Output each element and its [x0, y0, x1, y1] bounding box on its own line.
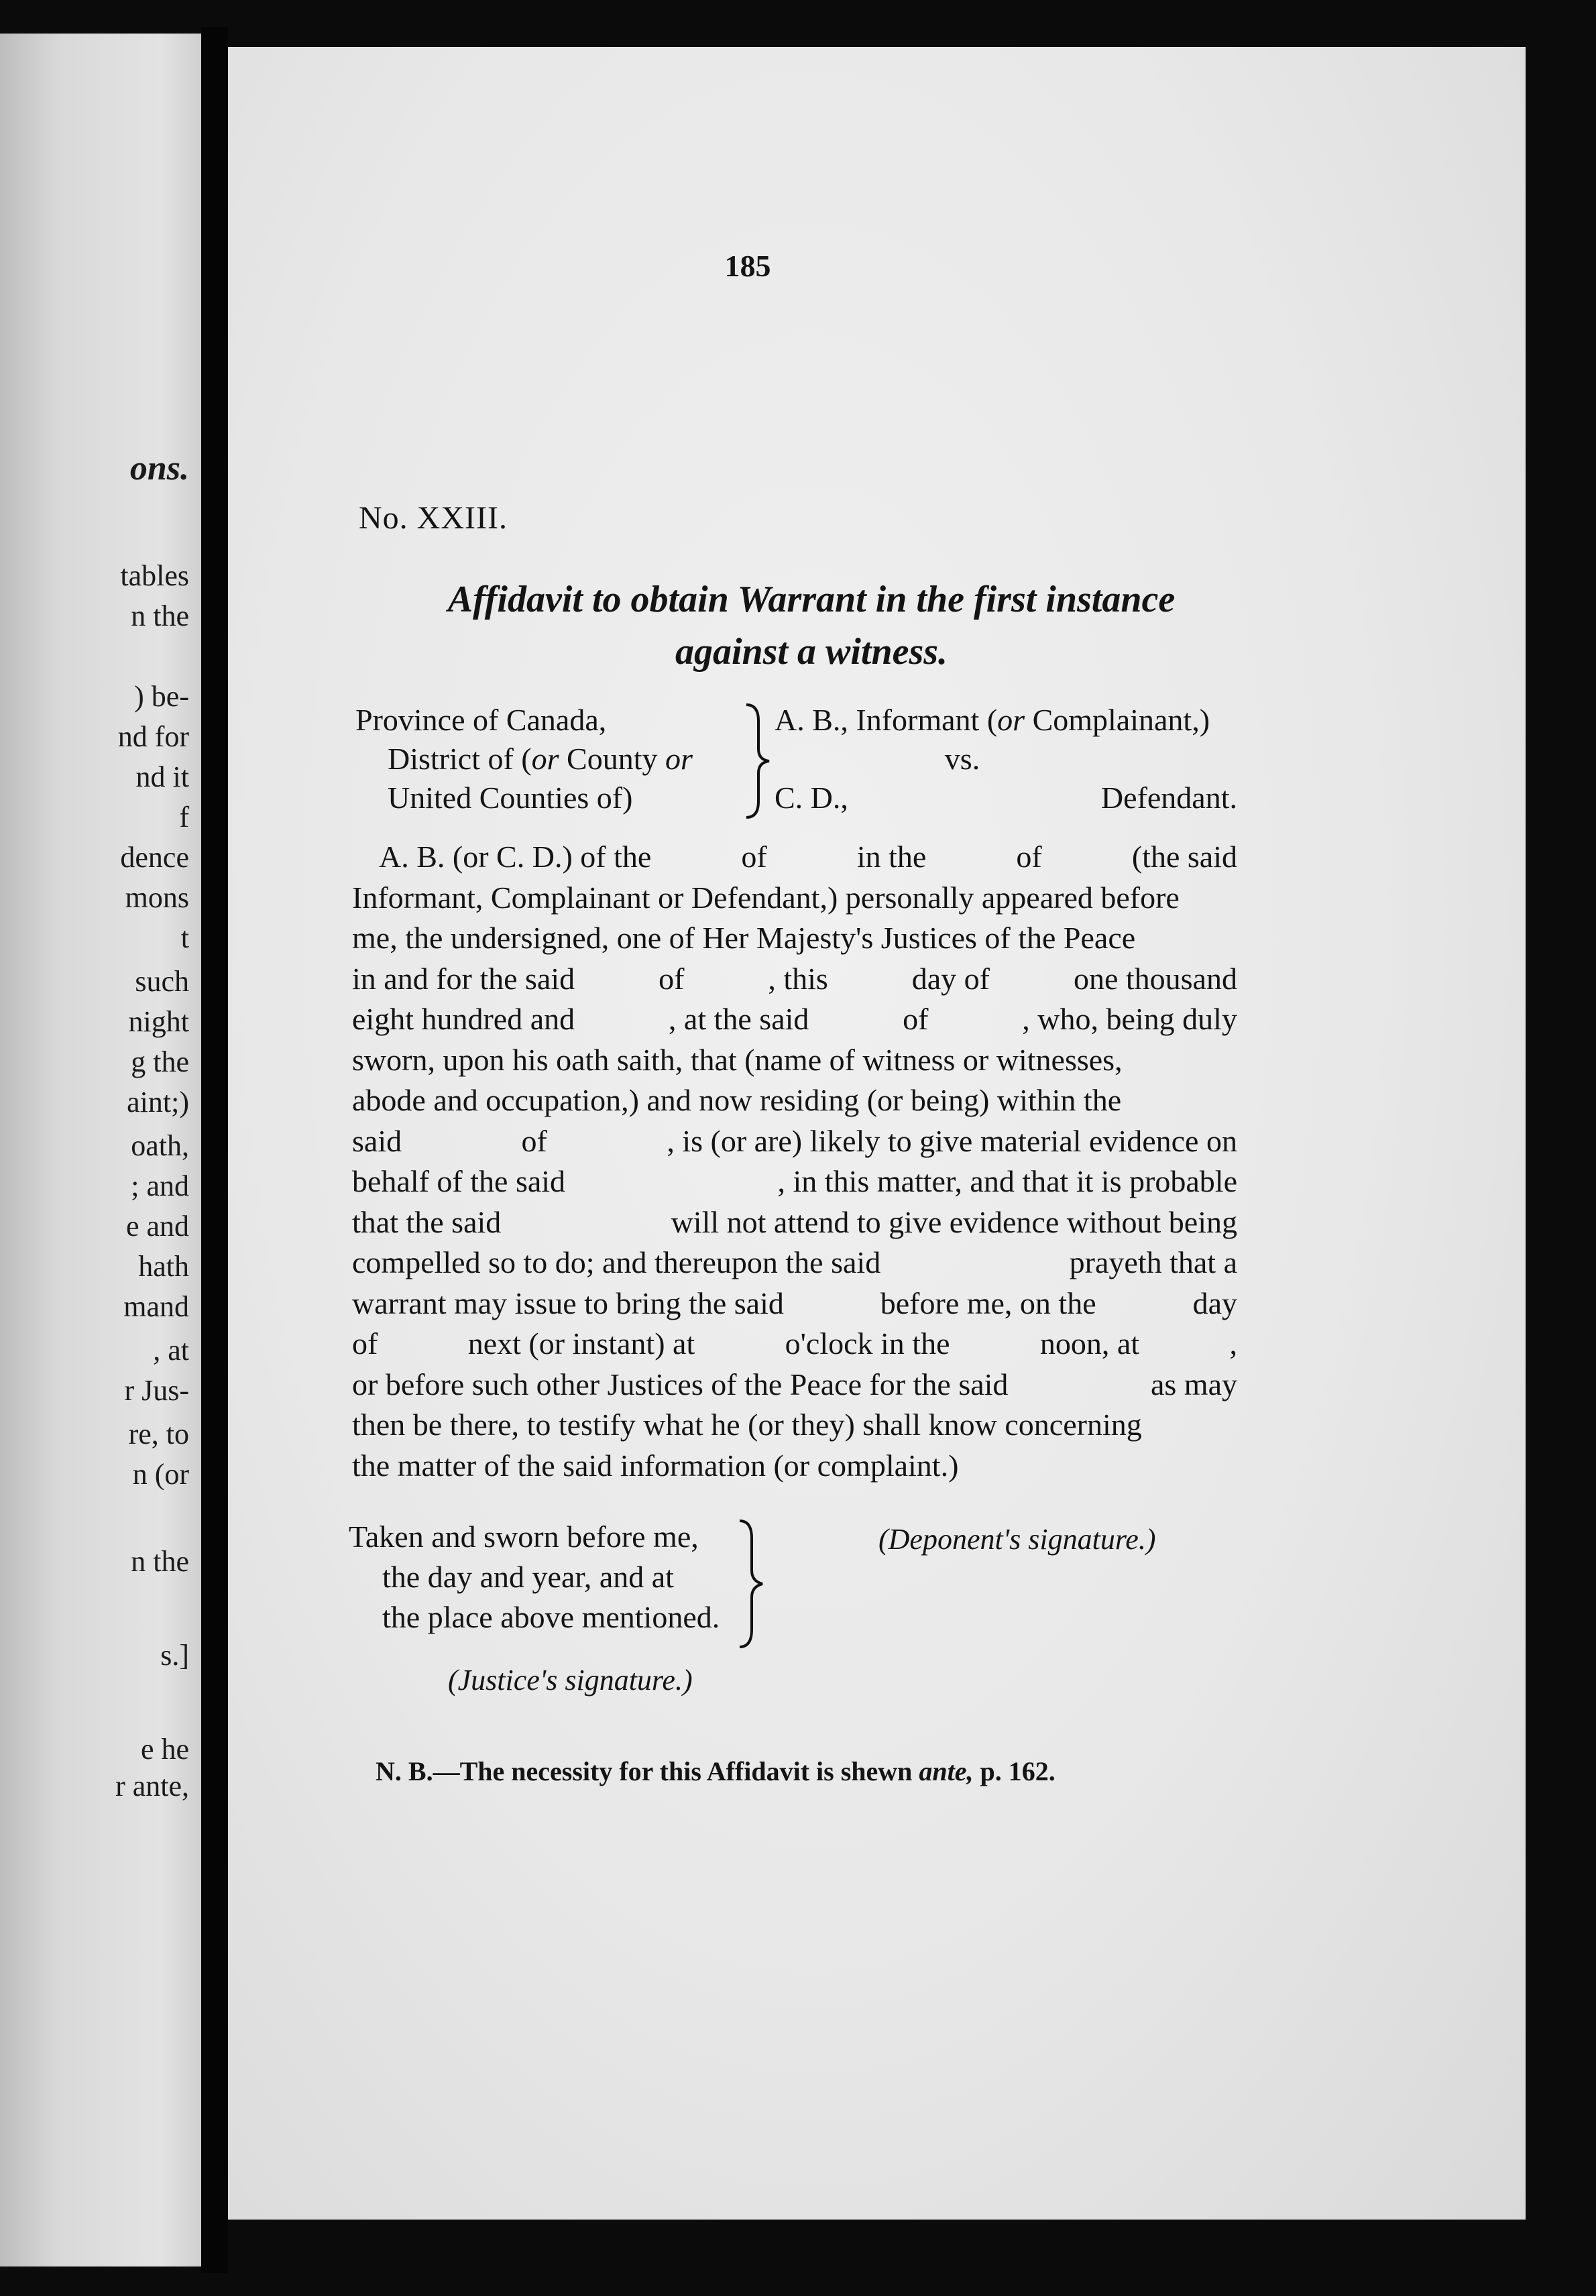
body-segment: , who, being duly: [1022, 1002, 1237, 1036]
venue-block: [355, 701, 758, 817]
body-segment: of: [903, 1002, 929, 1036]
facing-page-line: n the: [131, 1545, 189, 1578]
jurat-block: [349, 1517, 751, 1638]
body-segment: , is (or are) likely to give material evidence on: [667, 1123, 1237, 1158]
venue-line-1: Province of Canada,: [355, 703, 607, 737]
body-segment: then be there, to testify what he (or they) shall know concerning: [352, 1408, 1142, 1442]
body-segment: A. B. (or C. D.) of the: [379, 840, 652, 874]
facing-page-line: mons: [125, 881, 189, 914]
body-segment: of: [741, 840, 767, 874]
jurat-line-3: the place above mentioned.: [382, 1600, 720, 1634]
affidavit-body: [352, 837, 1237, 1486]
facing-page-line: ons.: [129, 449, 189, 487]
body-segment: day: [1192, 1285, 1237, 1320]
form-number: No. XXIII.: [359, 500, 508, 536]
facing-page-line: f: [179, 801, 189, 834]
venue-or: or: [665, 742, 693, 776]
body-segment: warrant may issue to bring the said: [352, 1285, 784, 1320]
body-segment: of: [659, 961, 685, 996]
facing-page-line: re, to: [128, 1418, 189, 1450]
body-segment: will not attend to give evidence without being: [671, 1204, 1237, 1239]
body-segment: in and for the said: [352, 961, 575, 996]
body-line: [352, 1324, 1237, 1365]
body-segment: (the said: [1131, 840, 1237, 874]
versus: vs.: [944, 742, 980, 776]
venue-or: or: [531, 742, 559, 776]
body-line: [352, 1446, 1237, 1487]
body-segment: said: [352, 1123, 402, 1158]
body-segment: next (or instant) at: [467, 1326, 695, 1361]
facing-page-line: mand: [123, 1290, 189, 1323]
body-line: [352, 999, 1237, 1040]
body-segment: o'clock in the: [785, 1326, 950, 1361]
body-segment: in the: [856, 840, 927, 874]
body-line: [352, 1161, 1237, 1202]
facing-page-line: t: [180, 921, 189, 954]
deponent-signature: (Deponent's signature.): [878, 1523, 1156, 1556]
body-line: [352, 1283, 1237, 1324]
facing-page-line: ) be-: [134, 680, 189, 713]
body-segment: Informant, Complainant or Defendant,) personally appeared before: [352, 880, 1180, 915]
venue-line-2: [355, 740, 758, 779]
informant-text: A. B., Informant (: [775, 703, 998, 737]
body-segment: ,: [1229, 1326, 1237, 1361]
page-number: 185: [724, 249, 771, 283]
facing-page-line: nd it: [135, 760, 189, 793]
facing-page-line: night: [128, 1005, 189, 1038]
informant-line: [775, 701, 1237, 740]
jurat-line-1: Taken and sworn before me,: [349, 1519, 699, 1554]
body-line: [352, 918, 1237, 959]
body-segment: the matter of the said information (or complaint.): [352, 1448, 959, 1483]
body-line: [352, 959, 1237, 1000]
footnote: [376, 1756, 1056, 1787]
facing-page-line: n (or: [132, 1458, 189, 1491]
body-segment: of: [1016, 840, 1042, 874]
parties-block: [775, 701, 1237, 817]
facing-page-line: aint;): [127, 1086, 189, 1118]
jurat-line-2: the day and year, and at: [382, 1560, 674, 1594]
defendant-line: [775, 779, 1237, 817]
body-line: [352, 1365, 1237, 1405]
body-line: [352, 1202, 1237, 1243]
title-line-2: against a witness.: [675, 631, 948, 673]
body-segment: day of: [911, 961, 990, 996]
facing-page-line: r ante,: [115, 1770, 189, 1802]
body-segment: , in this matter, and that it is probable: [777, 1164, 1237, 1198]
facing-page-line: tables: [120, 559, 189, 592]
body-line: [352, 878, 1237, 919]
jurat-brace: [734, 1517, 768, 1651]
body-segment: behalf of the said: [352, 1164, 566, 1198]
venue-line-3: United Counties of): [388, 781, 633, 815]
body-segment: me, the undersigned, one of Her Majesty's Justices of the Peace: [352, 921, 1136, 955]
body-segment: prayeth that a: [1069, 1245, 1237, 1279]
form-title: [355, 573, 1267, 678]
body-segment: of: [521, 1123, 547, 1158]
facing-page-line: oath,: [131, 1129, 189, 1162]
body-line: [352, 1080, 1237, 1121]
body-segment: of: [352, 1326, 378, 1361]
venue-text: County: [559, 742, 665, 776]
footnote-text: N. B.—The necessity for this Affidavit is shewn: [376, 1756, 919, 1786]
body-segment: that the said: [352, 1204, 502, 1239]
body-segment: , this: [768, 961, 828, 996]
facing-page-line: , at: [153, 1334, 189, 1367]
book-gutter: [201, 27, 228, 2273]
venue-text: District of (: [388, 742, 532, 776]
body-segment: sworn, upon his oath saith, that (name of witness or witnesses,: [352, 1042, 1123, 1077]
facing-page-line: r Jus-: [124, 1374, 189, 1407]
facing-page-line: e and: [125, 1210, 189, 1243]
body-segment: compelled so to do; and thereupon the said: [352, 1245, 881, 1279]
body-segment: or before such other Justices of the Peace for the said: [352, 1367, 1009, 1401]
footnote-text: p. 162.: [973, 1756, 1056, 1786]
body-line: [352, 1040, 1237, 1081]
facing-page: [0, 34, 201, 2266]
informant-text: Complainant,): [1025, 703, 1210, 737]
facing-page-line: n the: [131, 599, 189, 632]
body-line: [352, 1121, 1237, 1162]
body-segment: noon, at: [1039, 1326, 1140, 1361]
informant-or: or: [997, 703, 1025, 737]
facing-page-line: hath: [138, 1250, 189, 1283]
body-segment: , at the said: [668, 1002, 809, 1036]
facing-page-line: such: [135, 965, 189, 998]
venue-brace: [741, 701, 775, 821]
body-segment: as may: [1150, 1367, 1237, 1401]
facing-page-line: ; and: [131, 1169, 189, 1202]
facing-page-line: nd for: [117, 720, 189, 753]
facing-page-line: g the: [131, 1045, 189, 1078]
justice-signature: (Justice's signature.): [448, 1664, 693, 1697]
defendant-name: C. D.,: [775, 781, 848, 815]
body-segment: eight hundred and: [352, 1002, 575, 1036]
facing-page-line: dence: [120, 841, 189, 874]
body-segment: one thousand: [1073, 961, 1237, 996]
footnote-ante: ante,: [919, 1756, 974, 1786]
facing-page-line: s.]: [160, 1639, 189, 1672]
body-line: [352, 1405, 1237, 1446]
title-line-1: Affidavit to obtain Warrant in the first instance: [447, 579, 1176, 620]
facing-page-line: e he: [140, 1733, 189, 1766]
body-segment: abode and occupation,) and now residing (or being) within the: [352, 1083, 1122, 1117]
body-line: [352, 837, 1237, 878]
defendant-label: Defendant.: [1100, 781, 1237, 815]
body-segment: before me, on the: [880, 1285, 1096, 1320]
body-line: [352, 1243, 1237, 1283]
